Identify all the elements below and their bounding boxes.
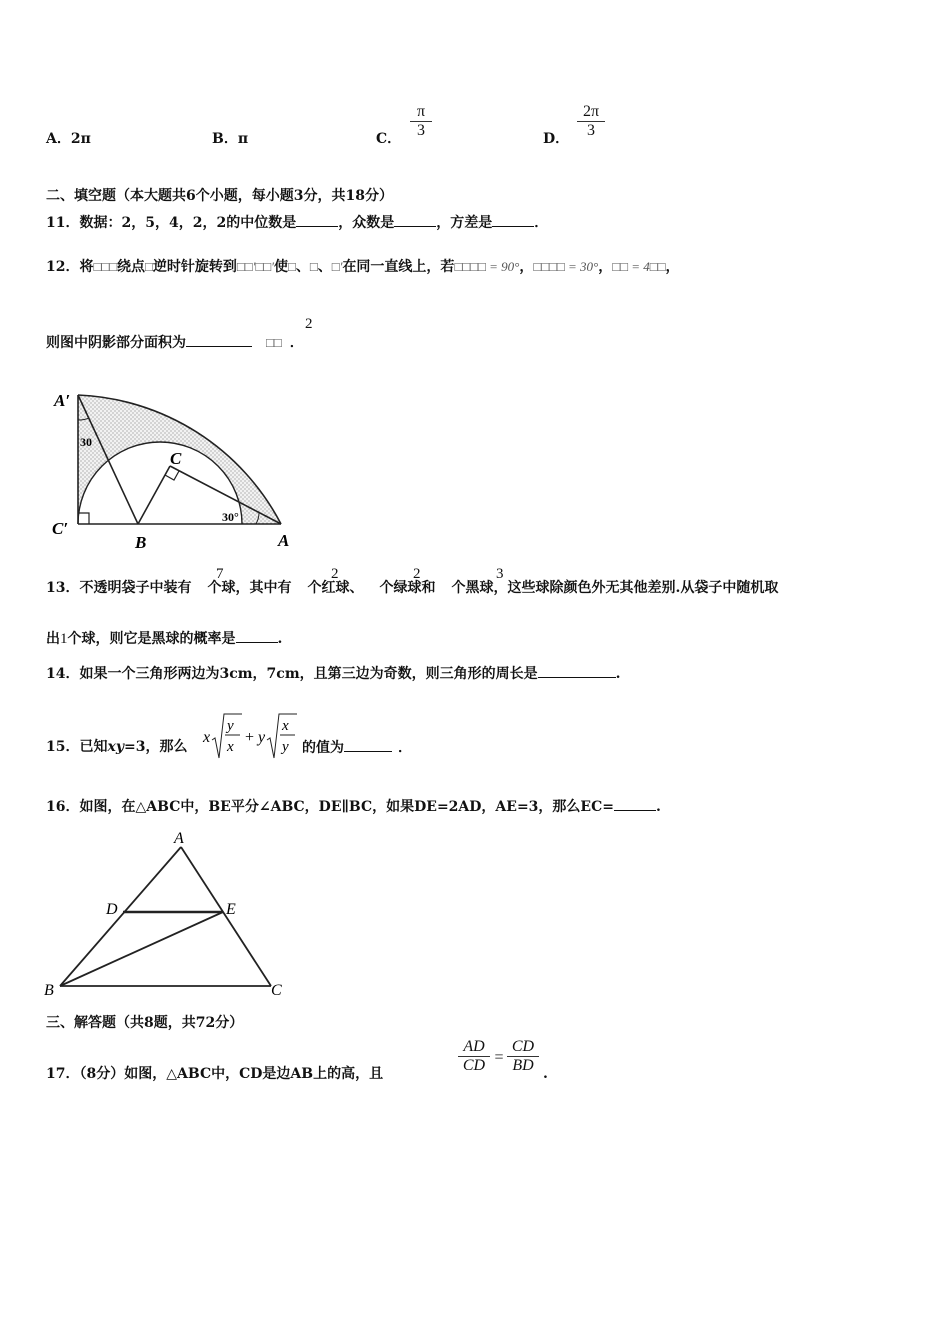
q12-line2-text: 则图中阴影部分面积为 <box>46 335 186 351</box>
q12-make-text: 使 <box>274 259 289 275</box>
q13-green-balls: 2 <box>413 566 421 582</box>
q13-red-balls: 2 <box>331 566 339 582</box>
q13-t3: 个红球、 <box>307 580 364 596</box>
label-c: C <box>170 449 182 468</box>
q15-cond: xy <box>107 739 124 755</box>
q15-suffix: 的值为 <box>302 740 344 756</box>
q14-end: . <box>615 666 621 682</box>
q17-fraction-1 <box>458 1038 490 1075</box>
q12-placeholder-len: □□ <box>612 259 632 274</box>
section-3-heading: 三、解答题（共8题，共72分） <box>46 1015 244 1031</box>
q12-comma-1: ， <box>519 259 534 275</box>
q12-sep-1: 、 <box>295 259 310 275</box>
q15-x-coef: x <box>203 729 211 746</box>
q12-comma-2: ， <box>598 259 613 275</box>
option-c-fraction <box>410 103 432 140</box>
q13-total-balls: 7 <box>216 566 224 582</box>
q12-placeholder-p1: □ <box>288 259 296 274</box>
q17-fraction-2 <box>507 1038 539 1075</box>
option-c-denominator: 3 <box>417 122 425 139</box>
q13-t4: 个绿球和 <box>379 580 436 596</box>
q13-line2-b: 个球，则它是黑球的概率是 <box>67 631 236 647</box>
option-d-label: D． <box>543 131 570 147</box>
label-e: E <box>226 901 236 918</box>
label-d: D <box>106 901 118 918</box>
question-12 <box>46 257 679 277</box>
q11-blank-median[interactable] <box>296 212 338 227</box>
q11-text-a: 11．数据：2，5，4，2，2的中位数是 <box>46 215 297 231</box>
q13-answer-blank[interactable] <box>236 628 278 643</box>
q12-placeholder-p3: □′ <box>331 259 343 274</box>
q15-frac1-den: x <box>227 739 234 755</box>
option-b-value: π <box>237 131 249 147</box>
question-17 <box>46 1064 383 1084</box>
q17-end: . <box>543 1066 548 1082</box>
q12-answer-blank[interactable] <box>186 332 252 347</box>
q13-t5: 个黑球，这些球除颜色外无其他差别.从袋子中随机取 <box>451 580 779 596</box>
q17-equals: = <box>494 1049 504 1066</box>
q12-angle-90: = 90° <box>489 259 520 274</box>
q13-line2-a: 出 <box>46 631 60 647</box>
option-b <box>212 128 248 148</box>
option-b-label: B． <box>212 131 238 147</box>
right-angle-c-prime <box>78 513 89 524</box>
question-16 <box>46 796 661 817</box>
q12-unit-superscript: 2 <box>305 316 313 332</box>
q12-comma-3: ， <box>665 259 680 275</box>
q11-blank-variance[interactable] <box>492 212 534 227</box>
q16-text: 16．如图，在△ABC中，BE平分∠ABC，DE∥BC，如果DE=2AD，AE=3，那么EC= <box>46 799 614 815</box>
q15-prefix: 15．已知 <box>46 739 108 755</box>
q15-frac2-num: x <box>282 718 289 734</box>
q15-cond-eq: =3，那么 <box>123 739 188 755</box>
q11-text-c: ，方差是 <box>436 215 493 231</box>
question-11 <box>46 212 548 233</box>
q15-answer-blank[interactable] <box>344 737 392 752</box>
q14-answer-blank[interactable] <box>538 663 616 678</box>
label-c-prime: C′ <box>52 519 69 538</box>
question-13-line-2 <box>46 628 282 649</box>
q17-f1-numerator: AD <box>458 1038 490 1057</box>
q17-f2-denominator: BD <box>512 1057 534 1074</box>
section-2-heading: 二、填空题（本大题共6个小题，每小题3分，共18分） <box>46 188 393 204</box>
segment-b-e <box>60 912 223 986</box>
figure-16-triangle-diagram <box>40 825 290 1000</box>
q12-end: ． <box>289 335 304 351</box>
q13-black-balls: 3 <box>496 566 504 582</box>
option-a <box>46 128 91 148</box>
option-d-denominator: 3 <box>587 122 595 139</box>
q12-placeholder-point: □ <box>145 259 153 274</box>
q13-t1: 13．不透明袋子中装有 <box>46 580 192 596</box>
q15-end: ． <box>398 740 412 756</box>
q12-prefix: 12．将 <box>46 259 94 275</box>
q15-frac2-den: y <box>282 739 289 755</box>
label-b: B <box>135 533 147 552</box>
q16-answer-blank[interactable] <box>614 796 656 811</box>
q13-t2: 个球，其中有 <box>207 580 292 596</box>
option-d-fraction <box>577 103 605 140</box>
q12-line-text: 在同一直线上，若 <box>342 259 455 275</box>
label-c: C <box>271 982 282 999</box>
q12-ccw-text: 逆时针旋转到 <box>152 259 237 275</box>
segment-a-b <box>60 847 181 986</box>
q11-text-d: ． <box>534 215 549 231</box>
q12-placeholder-rotated: □□′□□′ <box>236 259 275 274</box>
q17-f2-numerator: CD <box>507 1038 539 1057</box>
q17-f1-denominator: CD <box>462 1057 486 1074</box>
question-15-suffix <box>302 737 412 758</box>
label-a-prime: A′ <box>54 391 71 410</box>
question-15 <box>46 737 187 757</box>
q17-text: 17．（8分）如图，△ABC中，CD是边AB上的高，且 <box>46 1066 384 1082</box>
label-angle-30-top: 30 <box>80 435 92 449</box>
q12-length-4: = 4 <box>631 259 650 274</box>
label-b: B <box>44 982 54 999</box>
option-c-label: C． <box>376 131 402 147</box>
option-a-value: 2π <box>70 131 91 147</box>
label-a: A <box>278 531 290 550</box>
q12-placeholder-unit: □□ <box>649 259 666 274</box>
q13-line2-end: . <box>277 631 283 647</box>
q12-sep-2: 、 <box>317 259 332 275</box>
question-14 <box>46 663 621 684</box>
option-d-numerator: 2π <box>577 103 605 122</box>
label-angle-30-bottom: 30° <box>222 510 239 524</box>
q15-expression <box>200 710 300 766</box>
q14-text: 14．如果一个三角形两边为3cm，7cm，且第三边为奇数，则三角形的周长是 <box>46 666 538 682</box>
q12-placeholder-p2: □ <box>309 259 318 274</box>
figure-12-sector-diagram <box>40 380 300 555</box>
option-a-label: A． <box>46 131 71 147</box>
q12-placeholder-angle-b: □□□□ <box>533 259 569 274</box>
q16-end: . <box>655 799 661 815</box>
question-12-line-2 <box>46 332 304 353</box>
q15-frac1-num: y <box>227 718 234 734</box>
q12-angle-30: = 30° <box>568 259 599 274</box>
q13-draw-count: 1 <box>60 631 68 647</box>
q12-rotate-text: 绕点 <box>117 259 146 275</box>
q12-unit-placeholder: □□ <box>266 335 282 350</box>
q12-placeholder-triangle: □□□ <box>93 259 118 274</box>
q15-plus: + <box>245 729 255 746</box>
q11-text-b: ，众数是 <box>338 215 395 231</box>
q15-y-coef: y <box>258 729 266 746</box>
option-c-numerator: π <box>410 103 432 122</box>
q11-blank-mode[interactable] <box>394 212 436 227</box>
label-a: A <box>174 830 184 847</box>
q12-placeholder-angle-a: □□□□ <box>454 259 490 274</box>
